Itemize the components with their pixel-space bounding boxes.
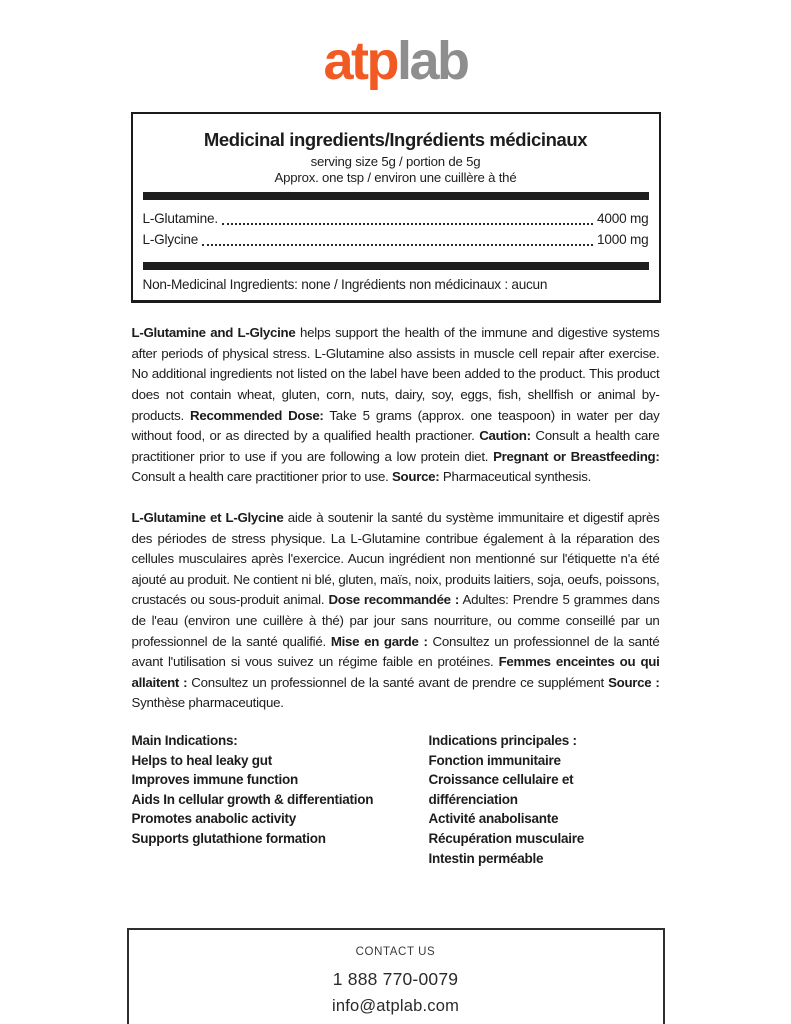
- indication-item: Promotes anabolic activity: [131, 811, 297, 827]
- contact-box: [127, 928, 665, 1024]
- indication-item: Helps to heal leaky gut: [131, 752, 273, 768]
- dot-leader: [202, 244, 593, 246]
- contact-us-label: CONTACT US: [355, 946, 436, 959]
- ingredient-row: [143, 208, 649, 229]
- indication-item: Récupération musculaire: [428, 830, 585, 846]
- indication-item: Improves immune function: [131, 772, 299, 788]
- ingredient-name: L-Glutamine.: [142, 211, 218, 227]
- indication-item: Intestin perméable: [428, 850, 544, 866]
- atplab-logo: [0, 0, 791, 91]
- contact-phone: 1 888 770-0079: [332, 969, 459, 990]
- serving-approx-line: Approx. one tsp / environ une cuillère à thé: [274, 169, 517, 185]
- ingredient-row: [143, 229, 649, 250]
- indications-header: Indications principales :: [428, 732, 577, 748]
- contact-email: info@atplab.com: [331, 997, 460, 1016]
- divider-bar-top: [143, 192, 649, 200]
- indications-header: Main Indications:: [131, 732, 238, 748]
- indication-item: Aids In cellular growth & differentiation: [131, 791, 374, 807]
- indication-item: Fonction immunitaire: [428, 752, 561, 768]
- indication-item: Supports glutathione formation: [131, 830, 326, 846]
- dot-leader: [222, 223, 593, 225]
- description-french: L-Glutamine et L-Glycine aide à soutenir la santé du système immunitaire et digestif après des périodes de stress physique. La L-Glutamine contribue également à la réparation des cellules musculaires après l'exercice. Aucun ingrédient non mentionné sur l'étiquette n'a été ajouté au produit. Ne contient ni blé, gluten, maïs, noix, produits laitiers, soja, oeufs, poissons, crustacés ou sous-produit animal. Dose recommandée : Adultes: Prendre 5 grammes dans de l'eau (environ une cuillère à thé) par jour sans nourriture, ou comme conseillé par un professionnel de la santé qualifié. Mise en garde : Consultez un professionnel de la santé avant l'utilisation si vous suivez un régime faible en protéines. Femmes enceintes ou qui allaitent : Consultez un professionnel de la santé avant de prendre ce supplément Source : Synthèse pharmaceutique.: [131, 510, 660, 711]
- non-medicinal-line: Non-Medicinal Ingredients: none / Ingrédients non médicinaux : aucun: [142, 277, 548, 293]
- indications-section: [132, 731, 660, 868]
- divider-bar-bottom: [143, 262, 649, 270]
- panel-title: Medicinal ingredients/Ingrédients médicinaux: [203, 129, 588, 150]
- indications-french-column: [429, 731, 660, 868]
- indication-item: Croissance cellulaire et différenciation: [428, 772, 574, 807]
- indications-english-column: [132, 731, 429, 868]
- medicinal-ingredients-panel: [131, 112, 661, 303]
- ingredient-amount: 4000 mg: [596, 211, 649, 227]
- ingredient-list: [143, 208, 649, 250]
- ingredient-name: L-Glycine: [142, 232, 199, 248]
- logo-part-lab: lab: [396, 31, 468, 91]
- indication-item: Activité anabolisante: [428, 811, 559, 827]
- logo-part-atp: atp: [323, 31, 397, 91]
- description-english: L-Glutamine and L-Glycine helps support the health of the immune and digestive systems after periods of physical stress. L-Glutamine also assists in muscle cell repair after exercise. No additional ingredients not listed on the label have been added to the product. This product does not contain wheat, gluten, corn, nuts, dairy, soy, eggs, fish, shellfish or animal by-products. Recommended Dose: Take 5 grams (approx. one teaspoon) in water per day without food, or as directed by a qualified health practioner. Caution: Consult a health care practitioner prior to use if you are following a low protein diet. Pregnant or Breastfeeding: Consult a health care practitioner prior to use. Source: Pharmaceutical synthesis.: [131, 325, 660, 485]
- ingredient-amount: 1000 mg: [596, 232, 649, 248]
- serving-size-line: serving size 5g / portion de 5g: [310, 154, 481, 170]
